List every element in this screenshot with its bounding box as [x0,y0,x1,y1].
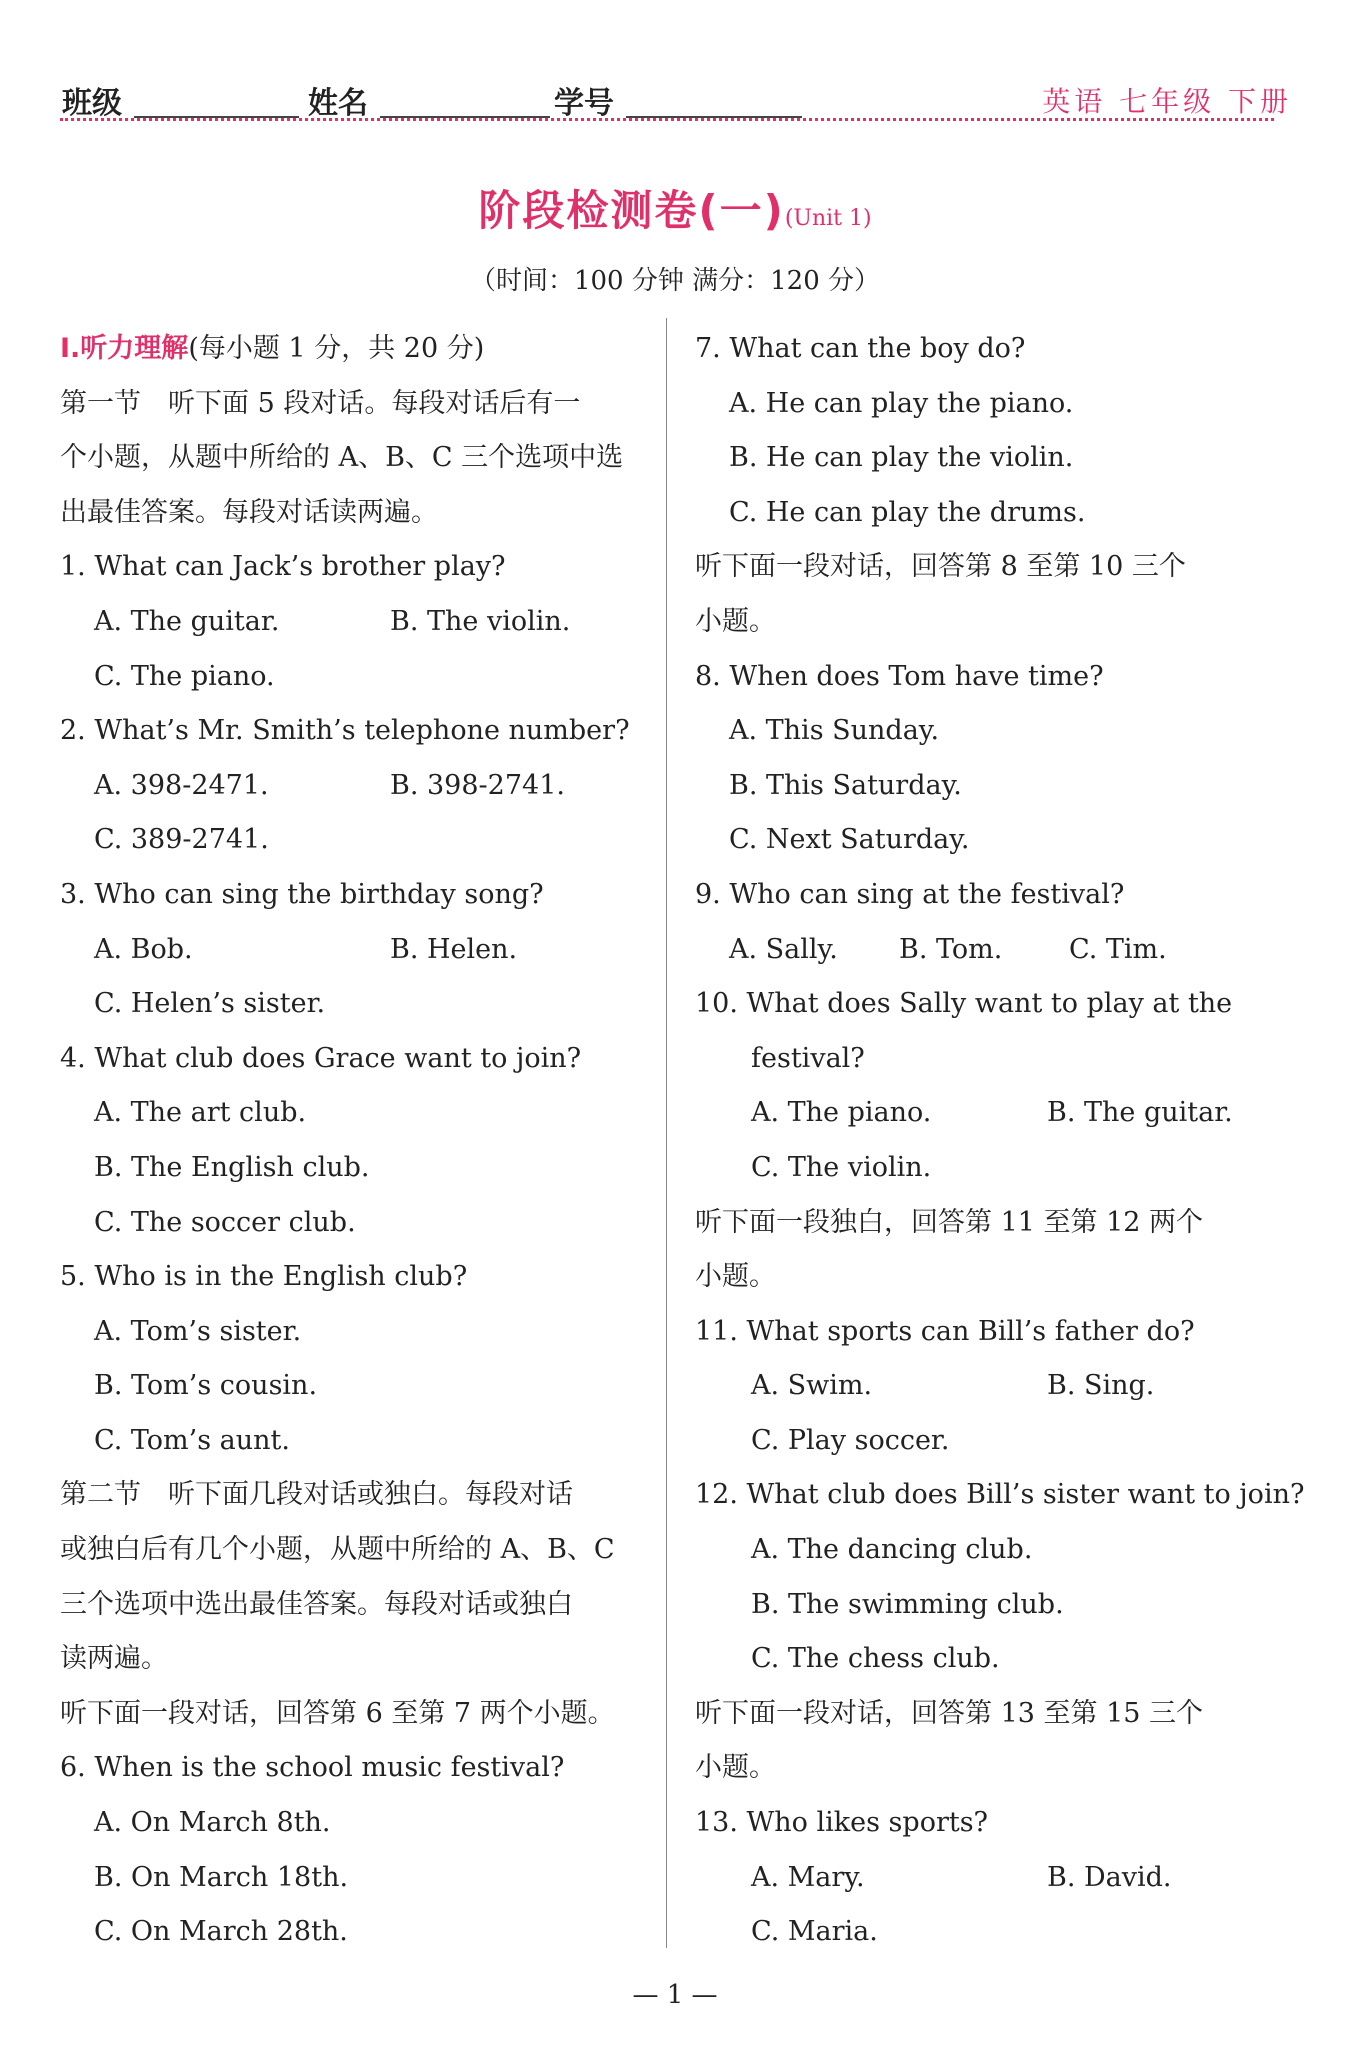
part1-instruction-line: 个小题，从题中所给的 A、B、C 三个选项中选 [60,442,624,474]
listening-instruction: 听下面一段独白，回答第 11 至第 12 两个 [695,1206,1204,1238]
exam-meta: （时间：100 分钟 满分：120 分） [469,266,881,296]
option-a[interactable]: A. Mary. [751,1861,865,1893]
listening-instruction: 听下面一段对话，回答第 8 至第 10 三个 [695,551,1186,583]
options-row [60,923,640,978]
question-9: 9. Who can sing at the festival? [695,878,1125,910]
subject-label: 英语 七年级 下册 [1042,85,1292,118]
question-13: 13. Who likes sports? [695,1807,989,1839]
option-a[interactable]: A. On March 8th. [94,1807,331,1839]
option-a[interactable]: A. This Sunday. [729,715,940,747]
option-a[interactable]: A. Tom’s sister. [94,1315,302,1347]
page-number: — 1 — [632,1980,718,2010]
part2-instruction-line: 三个选项中选出最佳答案。每段对话或独白 [60,1588,573,1620]
option-a[interactable]: A. Bob. [94,933,193,965]
option-b[interactable]: B. David. [1047,1861,1172,1893]
option-b[interactable]: B. On March 18th. [94,1861,349,1893]
option-a[interactable]: A. The guitar. [94,605,280,637]
options-row [695,1851,1275,1906]
listening-instruction: 小题。 [695,605,776,637]
question-5: 5. Who is in the English club? [60,1261,468,1293]
part2-instruction-line: 第二节 听下面几段对话或独白。每段对话 [60,1479,573,1511]
option-c[interactable]: C. Helen’s sister. [94,988,326,1020]
title-main: 阶段检测卷(一) [478,186,785,235]
listening-instruction: 听下面一段对话，回答第 6 至第 7 两个小题。 [60,1697,615,1729]
option-a[interactable]: A. He can play the piano. [729,387,1074,419]
left-column [60,322,640,1960]
part1-instruction-line: 出最佳答案。每段对话读两遍。 [60,496,438,528]
option-b[interactable]: B. Helen. [390,933,518,965]
section-heading [60,322,640,377]
question-6: 6. When is the school music festival? [60,1752,565,1784]
option-b[interactable]: B. The swimming club. [751,1588,1064,1620]
options-row [60,595,640,650]
option-c[interactable]: C. Tim. [1069,933,1167,965]
question-1: 1. What can Jack’s brother play? [60,551,506,583]
section-title: Ⅰ.听力理解 [60,333,189,364]
option-c[interactable]: C. On March 28th. [94,1916,348,1948]
student-info-header [62,78,1292,120]
option-a[interactable]: A. Sally. [729,933,838,965]
page-title [0,178,1350,238]
options-row [695,1086,1275,1141]
option-c[interactable]: C. The piano. [94,660,275,692]
option-c[interactable]: C. Play soccer. [751,1424,950,1456]
option-c[interactable]: C. The chess club. [751,1643,1000,1675]
option-c[interactable]: C. Next Saturday. [729,824,970,856]
section-points: (每小题 1 分，共 20 分) [188,333,485,364]
options-row [60,759,640,814]
name-label: 姓名 [308,86,368,121]
header-divider [60,118,1274,121]
listening-instruction: 听下面一段对话，回答第 13 至第 15 三个 [695,1697,1204,1729]
title-unit: (Unit 1) [784,206,872,231]
option-b[interactable]: B. 398-2741. [390,769,565,801]
part2-instruction-line: 读两遍。 [60,1643,168,1675]
question-10: 10. What does Sally want to play at the festival? [695,988,1233,1074]
option-c[interactable]: C. The soccer club. [94,1206,356,1238]
part2-instruction-line: 或独白后有几个小题，从题中所给的 A、B、C [60,1534,615,1566]
question-8: 8. When does Tom have time? [695,660,1104,692]
right-column [695,322,1305,1960]
option-b[interactable]: B. The English club. [94,1151,370,1183]
option-a[interactable]: A. The art club. [94,1097,307,1129]
option-a[interactable]: A. 398-2471. [94,769,269,801]
student-number-label: 学号 [554,86,614,121]
option-b[interactable]: B. The guitar. [1047,1097,1233,1129]
listening-instruction: 小题。 [695,1261,776,1293]
column-divider [666,318,667,1948]
option-b[interactable]: B. Sing. [1047,1370,1155,1402]
question-2: 2. What’s Mr. Smith’s telephone number? [60,715,630,747]
option-a[interactable]: A. The dancing club. [751,1534,1033,1566]
listening-instruction: 小题。 [695,1752,776,1784]
option-c[interactable]: C. He can play the drums. [729,496,1086,528]
question-12: 12. What club does Bill’s sister want to join? [695,1479,1305,1511]
option-b[interactable]: B. The violin. [390,605,571,637]
question-11: 11. What sports can Bill’s father do? [695,1315,1195,1347]
option-b[interactable]: B. He can play the violin. [729,442,1074,474]
option-a[interactable]: A. Swim. [751,1370,873,1402]
question-3: 3. Who can sing the birthday song? [60,878,544,910]
class-label: 班级 [62,86,122,121]
options-row [695,923,1275,978]
question-4: 4. What club does Grace want to join? [60,1042,582,1074]
option-c[interactable]: C. The violin. [751,1151,932,1183]
option-b[interactable]: B. Tom’s cousin. [94,1370,318,1402]
question-7: 7. What can the boy do? [695,333,1026,364]
options-row [695,1359,1275,1414]
option-b[interactable]: B. Tom. [899,933,1003,965]
option-c[interactable]: C. Maria. [751,1916,878,1948]
option-b[interactable]: B. This Saturday. [729,769,962,801]
part1-instruction-line: 第一节 听下面 5 段对话。每段对话后有一 [60,387,581,419]
option-c[interactable]: C. Tom’s aunt. [94,1424,290,1456]
option-c[interactable]: C. 389-2741. [94,824,269,856]
option-a[interactable]: A. The piano. [751,1097,932,1129]
